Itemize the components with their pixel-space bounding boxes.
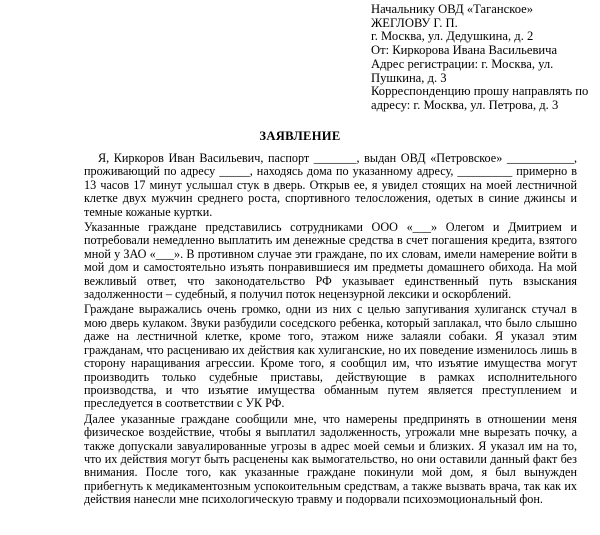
document-body — [84, 152, 577, 509]
body-paragraph: Я, Киркоров Иван Васильевич, паспорт _______, выдан ОВД «Петровское» ___________, проживающий по адресу _____, находясь дома по указанному адресу, _________ примерно в 13 часов 17 минут услышал стук в дверь. Открыв ее, я увидел стоящих на моей лестничной клетке двух мужчин среднего роста, спортивного телосложения, одетых в синие джинсы и темные кожаные куртки. — [84, 151, 577, 219]
body-paragraph: Граждане выражались очень громко, одни из них с целью запугивания хулиганск стучал в мою дверь кулаком. Звуки разбудили соседского ребенка, который заплакал, что было слышно даже на лестничной клетке, кроме того, этажом ниже залаяли собаки. Я указал этим гражданам, что расцениваю их действия как хулиганские, но их поведение изменилось лишь в сторону наращивания агрессии. Кроме того, я сообщил им, что изъятие имущества могут производить только судебные приставы, действующие в рамках исполнительного производства, и что изъятие имущества обманным путем является преступлением и преследуется в соответствии с УК РФ. — [84, 302, 577, 411]
addressee-name: ЖЕГЛОВУ Г. П. — [371, 15, 458, 30]
sender-line: От: Киркорова Ивана Васильевича — [371, 43, 558, 58]
document-title: ЗАЯВЛЕНИЕ — [259, 129, 341, 143]
registration-address: Адрес регистрации: г. Москва, ул. Пушкина, д. 3 — [371, 56, 554, 85]
addressee-address: г. Москва, ул. Дедушкина, д. 2 — [371, 29, 534, 44]
body-paragraph: Указанные граждане представились сотрудниками ООО «___» Олегом и Дмитрием и потребовали немедленно выплатить им денежные средства в счет погашения кредита, взятого мной у ЗАО «___». В противном случае эти граждане, по их словам, имели намерение войти в мой дом и самостоятельно изъять понравившиеся им предметы домашнего обихода. На мой вежливый ответ, что законодательство РФ указывает единственный путь взыскания задолженности – судебный, я получил поток нецензурной лексики и оскорблений. — [84, 220, 577, 302]
addressee-line: Начальнику ОВД «Таганское» — [371, 2, 534, 16]
correspondence-address: Корреспонденцию прошу направлять по адресу: г. Москва, ул. Петрова, д. 3 — [371, 84, 589, 112]
addressee-block — [371, 3, 596, 113]
body-paragraph: Далее указанные граждане сообщили мне, что намерены предпринять в отношении меня физическое воздействие, чтобы я выплатил задолженность, угрожали мне вырезать почку, а также допускали завуалированные угрозы в адрес моей семьи и близких. Я указал им на то, что их действия могут быть расценены как вымогательство, но они оставили данный факт без внимания. После того, как указанные граждане покинули мой дом, я был вынужден прибегнуть к медикаментозным успокоительным средствам, а также вызвать врача, так как их действия нанесли мне психологическую травму и подорвали психоэмоциональный фон. — [84, 411, 577, 507]
